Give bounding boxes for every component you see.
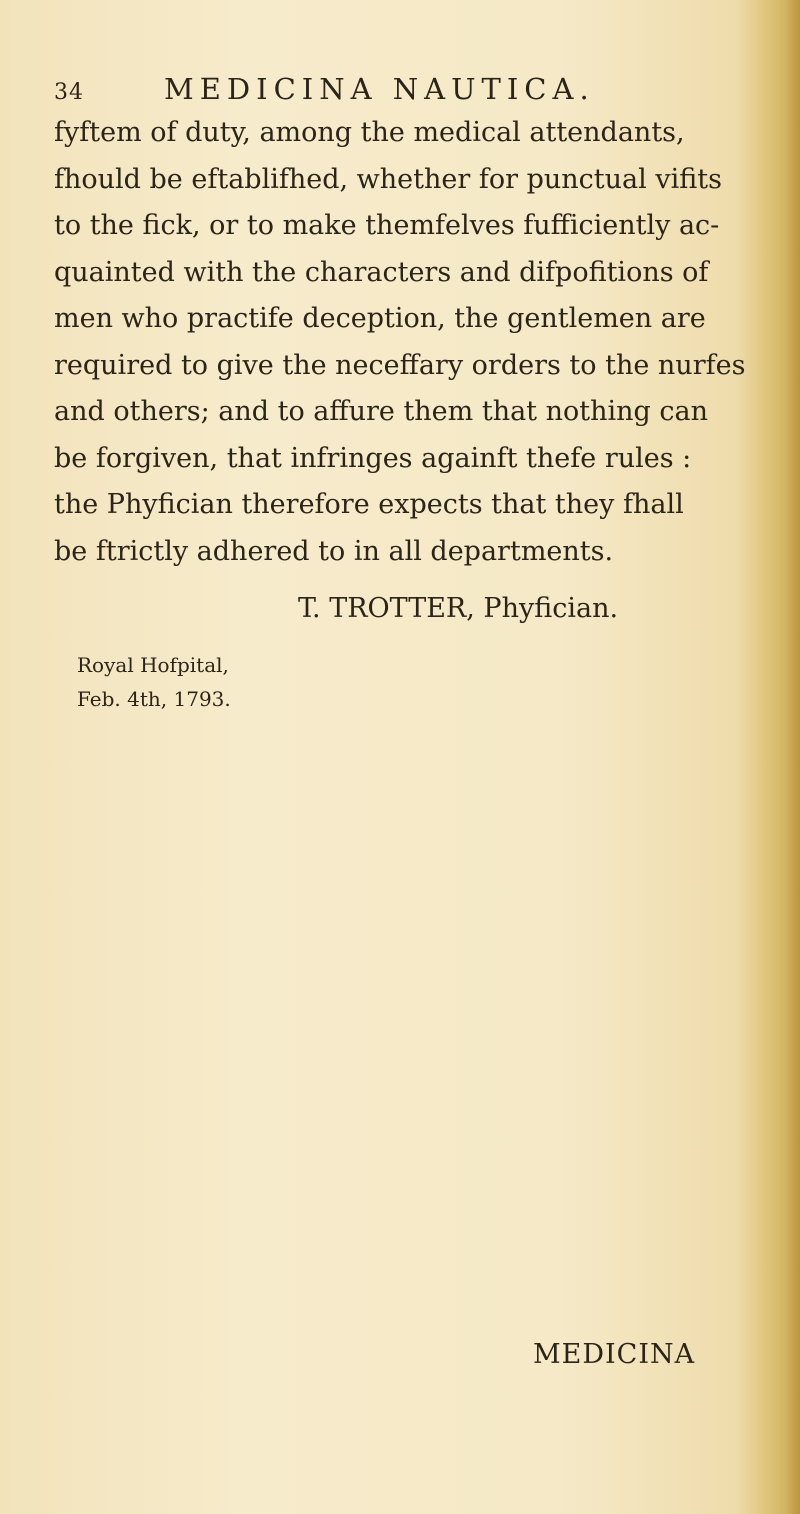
text-line: required to give the neceffary orders to the nurfes [54, 349, 746, 381]
text-line: quainted with the characters and difpofitions of [54, 256, 709, 288]
dateline-date: Feb. 4th, 1793. [77, 687, 231, 711]
text-line: fyftem of duty, among the medical attendants, [54, 117, 685, 148]
text-line: men who practife deception, the gentlemen are [54, 303, 706, 334]
text-line: the Phyfician therefore expects that they fhall [54, 489, 684, 520]
text-line: to the fick, or to make themfelves fufficiently ac- [54, 210, 720, 241]
running-head: MEDICINA NAUTICA. [164, 72, 595, 106]
text-line: and others; and to affure them that nothing can [54, 396, 708, 427]
text-line: fhould be eftablifhed, whether for punctual vifits [54, 163, 722, 195]
dateline [77, 648, 231, 716]
page-edge-shadow [786, 0, 800, 1514]
signature: T. TROTTER, Phyfician. [298, 593, 619, 624]
catchword: MEDICINA [533, 1339, 696, 1370]
dateline-place: Royal Hofpital, [77, 653, 229, 677]
page-number: 34 [54, 80, 84, 105]
text-line: be ftrictly adhered to in all departments. [54, 535, 614, 567]
body-paragraph [54, 110, 774, 575]
text-line: be forgiven, that infringes againft thefe rules : [54, 442, 692, 474]
